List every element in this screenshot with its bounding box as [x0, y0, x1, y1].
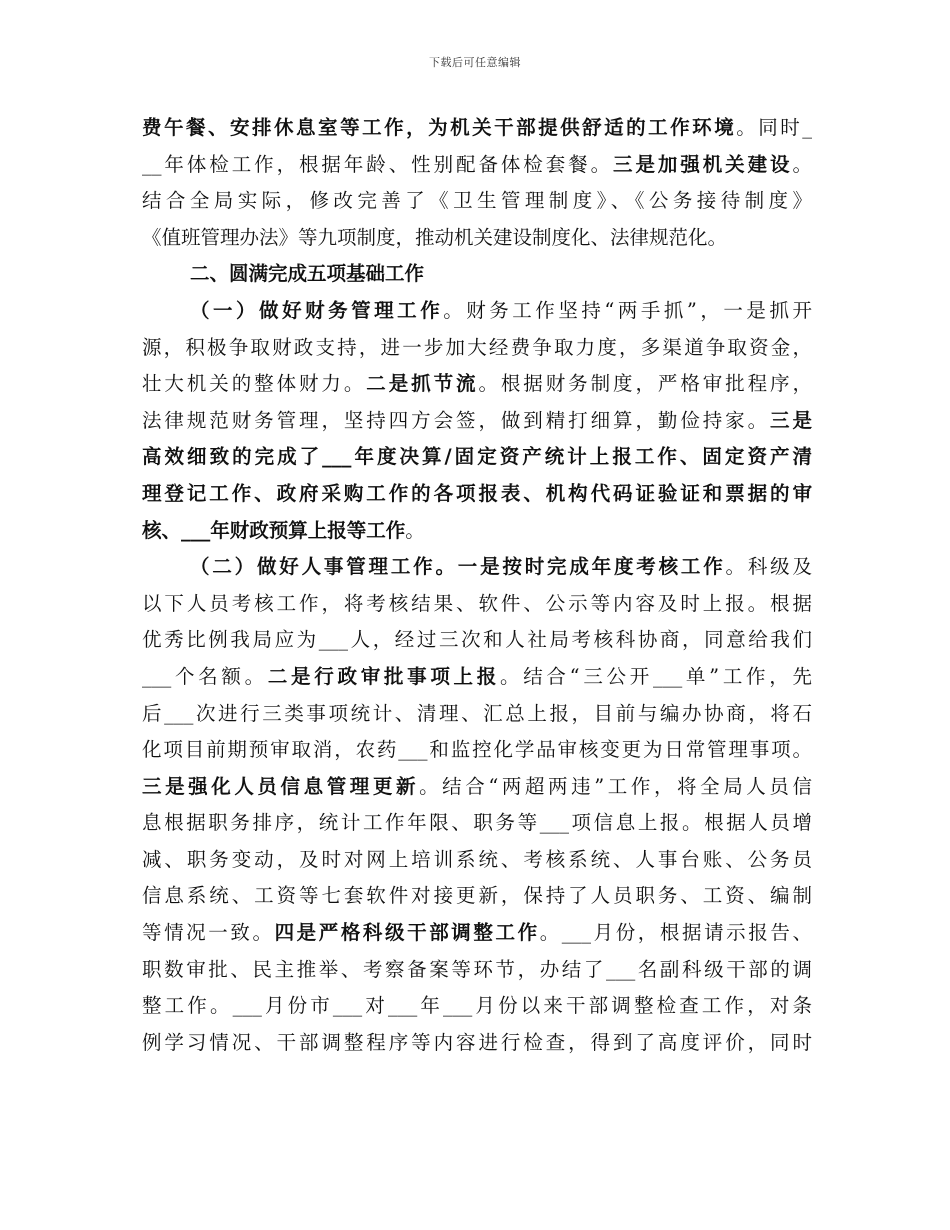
- text-line: [142, 988, 812, 1025]
- text-line: [142, 439, 812, 476]
- text-segment: 结合全局实际，修改完善了《卫生管理制度》、《公务接待制度》: [142, 189, 812, 213]
- text-segment: 《值班管理办法》等九项制度，推动机关建设制度化、法律规范化。: [142, 225, 728, 249]
- bold-text-segment: 三是强化人员信息管理更新: [142, 774, 420, 798]
- text-line: [142, 147, 812, 184]
- text-line: [142, 220, 812, 257]
- text-segment: 职数审批、民主推举、考察备案等环节，办结了___名副科级干部的调: [142, 957, 812, 981]
- text-line: [142, 805, 812, 842]
- text-line: [142, 842, 812, 879]
- bold-text-segment: 高效细致的完成了___年度决算/固定资产统计上报工作、固定资产清: [142, 445, 812, 469]
- text-segment: 。___月份，根据请示报告、: [539, 921, 812, 945]
- text-line: [142, 330, 812, 367]
- bold-text-segment: 三是加强机关建设: [613, 152, 793, 176]
- text-line: [142, 915, 812, 952]
- page-header: 下载后可任意编辑: [429, 56, 521, 69]
- text-segment: 壮大机关的整体财力。: [142, 372, 367, 396]
- text-segment: 减、职务变动，及时对网上培训系统、考核系统、人事台账、公务员: [142, 847, 812, 871]
- bold-text-segment: 二、圆满完成五项基础工作: [190, 262, 425, 286]
- text-line: [142, 403, 812, 440]
- text-segment: 。科级及: [725, 555, 812, 579]
- bold-text-segment: 核、___年财政预算上报等工作: [142, 518, 406, 542]
- text-line: [142, 732, 812, 769]
- text-segment: 法律规范财务管理，坚持四方会签，做到精打细算，勤俭持家。: [142, 408, 771, 432]
- text-segment: 等情况一致。: [142, 921, 275, 945]
- text-line: [142, 293, 812, 330]
- bold-text-segment: 理登记工作、政府采购工作的各项报表、机构代码证验证和票据的审: [142, 481, 812, 505]
- text-line: [142, 183, 812, 220]
- text-line: [142, 622, 812, 659]
- text-segment: 后___次进行三类事项统计、清理、汇总上报，目前与编办协商，将石: [142, 701, 812, 725]
- bold-text-segment: 二是抓节流: [366, 372, 479, 396]
- text-line: [142, 256, 812, 293]
- text-line: [142, 659, 812, 696]
- text-segment: 。同时_: [736, 116, 812, 139]
- text-segment: 。结合“三公开___单”工作，先: [499, 664, 812, 688]
- text-line: [142, 476, 812, 513]
- document-body: [142, 110, 812, 1061]
- text-segment: 。结合“两超两违”工作，将全局人员信: [419, 774, 812, 798]
- bold-text-segment: 四是严格科级干部调整工作: [274, 921, 540, 945]
- text-segment: 。: [405, 518, 425, 542]
- text-line: [142, 878, 812, 915]
- text-line: [142, 549, 812, 586]
- text-line: [142, 110, 812, 147]
- text-line: [142, 952, 812, 989]
- text-segment: ___个名额。: [142, 664, 268, 688]
- text-segment: 源，积极争取财政支持，进一步加大经费争取力度，多渠道争取资金，: [142, 335, 812, 359]
- text-line: [142, 769, 812, 806]
- text-segment: 息根据职务排序，统计工作年限、职务等___项信息上报。根据人员增: [142, 811, 812, 835]
- text-segment: 以下人员考核工作，将考核结果、软件、公示等内容及时上报。根据: [142, 591, 812, 615]
- bold-text-segment: 费午餐、安排休息室等工作，为机关干部提供舒适的工作环境: [142, 116, 737, 139]
- text-segment: 化项目前期预审取消，农药___和监控化学品审核变更为日常管理事项。: [142, 738, 812, 762]
- bold-text-segment: 三是: [770, 408, 812, 432]
- text-line: [142, 696, 812, 733]
- text-segment: 。根据财务制度，严格审批程序，: [478, 372, 812, 396]
- text-line: [142, 586, 812, 623]
- text-segment: 。: [792, 152, 812, 176]
- bold-text-segment: 二是行政审批事项上报: [267, 664, 500, 688]
- text-segment: 信息系统、工资等七套软件对接更新，保持了人员职务、工资、编制: [142, 884, 812, 908]
- text-segment: 优秀比例我局应为___人，经过三次和人社局考核科协商，同意给我们: [142, 628, 812, 652]
- text-line: [142, 513, 812, 550]
- text-segment: __年体检工作，根据年龄、性别配备体检套餐。: [142, 152, 614, 176]
- bold-text-segment: （一）做好财务管理工作: [190, 298, 444, 322]
- text-line: [142, 366, 812, 403]
- bold-text-segment: （二）做好人事管理工作。一是按时完成年度考核工作: [190, 555, 726, 579]
- text-segment: 例学习情况、干部调整程序等内容进行检查，得到了高度评价，同时: [142, 1030, 812, 1054]
- text-segment: 。财务工作坚持“两手抓”，一是抓开: [443, 298, 812, 322]
- text-line: [142, 1025, 812, 1062]
- text-segment: 整工作。___月份市___对___年___月份以来干部调整检查工作，对条: [142, 994, 812, 1018]
